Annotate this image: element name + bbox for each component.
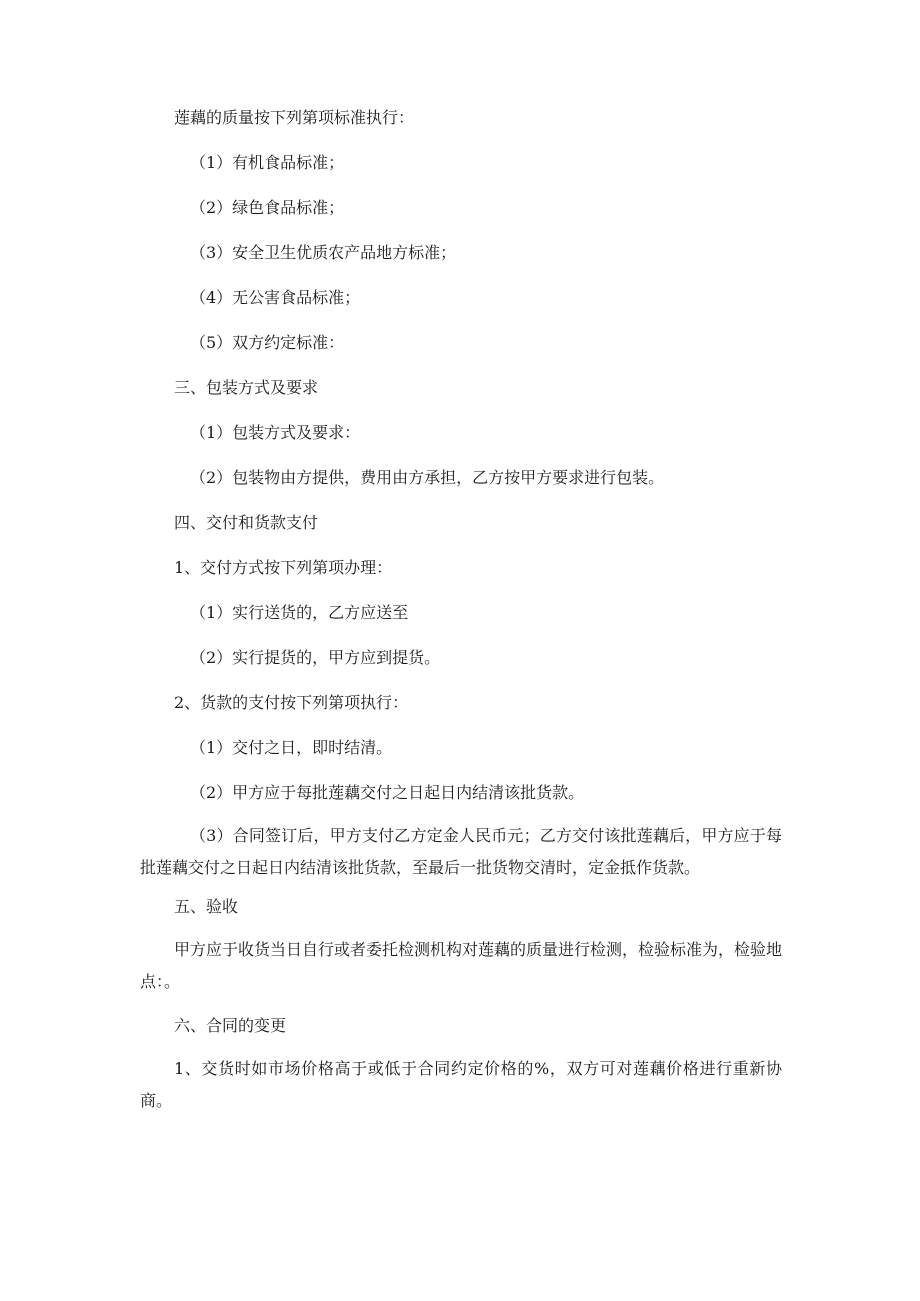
section-4-heading: 四、交付和货款支付 [174,513,319,532]
payment-item-3: （3）合同签订后，甲方支付乙方定金人民币元；乙方交付该批莲藕后，甲方应于每批莲藕交付之日起日内结清该批货款，至最后一批货物交清时，定金抵作货款。 [140,826,782,877]
section-5-body: 甲方应于收货当日自行或者委托检测机构对莲藕的质量进行检测，检验标准为，检验地点：。 [140,940,783,991]
section-6-heading: 六、合同的变更 [174,1016,287,1035]
quality-item-5: （5）双方约定标准： [190,333,345,352]
quality-heading: 莲藕的质量按下列第项标准执行： [174,108,415,127]
quality-item-1: （1）有机食品标准； [190,153,345,172]
section-6-item-1: 1、交货时如市场价格高于或低于合同约定价格的%，双方可对莲藕价格进行重新协商。 [140,1059,782,1110]
delivery-item-2: （2）实行提货的，甲方应到提货。 [190,648,441,667]
section-3-item-1: （1）包装方式及要求： [190,423,361,442]
quality-item-3: （3）安全卫生优质农产品地方标准； [190,243,457,262]
payment-item-1: （1）交付之日，即时结清。 [190,738,393,757]
delivery-heading: 1、交付方式按下列第项办理： [174,558,393,577]
section-3-heading: 三、包装方式及要求 [174,378,319,397]
payment-heading: 2、货款的支付按下列第项执行： [174,693,409,712]
section-5-heading: 五、验收 [174,897,239,916]
quality-item-2: （2）绿色食品标准； [190,198,345,217]
quality-item-4: （4）无公害食品标准； [190,288,361,307]
section-3-item-2: （2）包装物由方提供，费用由方承担，乙方按甲方要求进行包装。 [190,468,665,487]
payment-item-2: （2）甲方应于每批莲藕交付之日起日内结清该批货款。 [190,783,585,802]
delivery-item-1: （1）实行送货的，乙方应送至 [190,603,409,622]
